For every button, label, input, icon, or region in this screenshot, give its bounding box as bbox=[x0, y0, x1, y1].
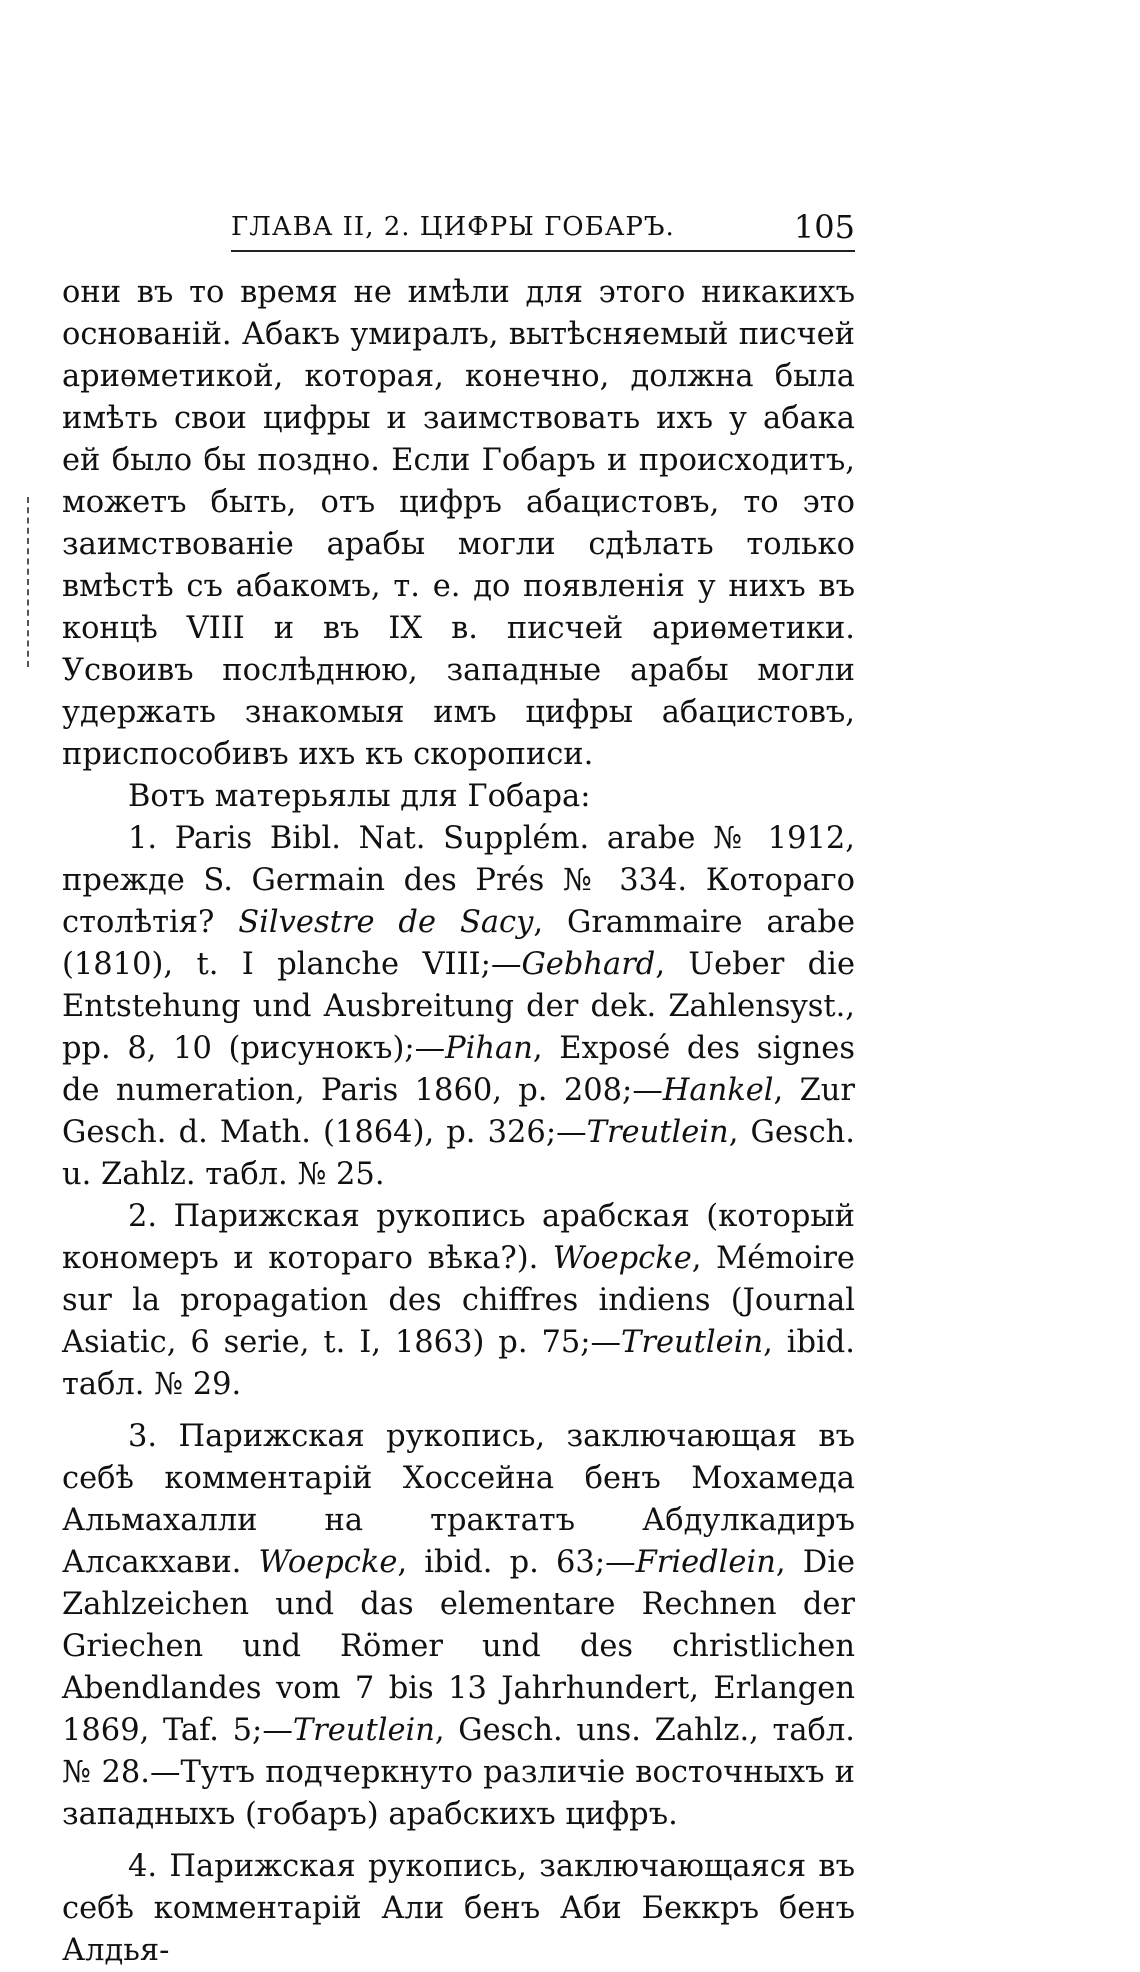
page-number: 105 bbox=[793, 208, 855, 246]
paragraph-continuation: они въ то время не имѣли для этого никакихъ основаній. Абакъ умиралъ, вытѣсняемый писчей ариѳметикой, которая, конечно, должна была имѣть свои цифры и заимствовать ихъ у абака ей было бы поздно. Если Гобаръ и происходитъ, можетъ быть, отъ цифръ абацистовъ, то это заимствованіе арабы могли сдѣлать только вмѣстѣ съ абакомъ, т. е. до появленія у нихъ въ концѣ VIII и въ IX в. писчей ариѳметики. Усвоивъ послѣднюю, западные арабы могли удержать знакомыя имъ цифры абацистовъ, приспособивъ ихъ къ скорописи. bbox=[62, 275, 855, 772]
dash: — bbox=[490, 947, 522, 982]
list-item-2 bbox=[62, 1196, 855, 1406]
author-name: Hankel bbox=[662, 1073, 774, 1108]
running-head bbox=[231, 208, 855, 248]
item-text: , ibid. p. 63; bbox=[397, 1545, 606, 1580]
item-text: 4. Парижская рукопись, заключающаяся въ себѣ комментарій Али бенъ Аби Беккръ бенъ Алдья- bbox=[62, 1849, 855, 1968]
dash: — bbox=[414, 1031, 446, 1066]
item-text: , Grammaire arabe (1810), t. I planche VIII; bbox=[62, 905, 855, 982]
dash: — bbox=[590, 1325, 622, 1360]
author-name: Woepcke bbox=[258, 1545, 398, 1580]
header-rule bbox=[231, 250, 855, 252]
paragraph-materials-intro: Вотъ матерьялы для Гобара: bbox=[128, 779, 591, 814]
item-text: , Gesch. u. Zahlz. табл. № 25. bbox=[62, 1115, 855, 1192]
author-name: Pihan bbox=[445, 1031, 533, 1066]
item-text: , Gesch. uns. Zahlz., табл. № 28. bbox=[62, 1713, 855, 1790]
item-text: 1. Paris Bibl. Nat. Supplém. arabe № 1912, прежде S. Germain des Prés № 334. Котораго столѣтія? bbox=[62, 821, 855, 940]
margin-mark bbox=[27, 497, 29, 667]
item-text: , Exposé des signes de numeration, Paris 1860, p. 208; bbox=[62, 1031, 855, 1108]
item-text: Тутъ подчеркнуто различіе восточныхъ и западныхъ (гобаръ) арабскихъ цифръ. bbox=[62, 1755, 856, 1832]
item-text: , ibid. табл. № 29. bbox=[62, 1325, 855, 1402]
dash: — bbox=[605, 1545, 636, 1580]
item-text: 3. Парижская рукопись, заключающая въ себѣ комментарій Хоссейна бенъ Мохамеда Альмахалли на трактатъ Абдулкадиръ Алсакхави. bbox=[62, 1419, 855, 1580]
author-name: Friedlein bbox=[635, 1545, 776, 1580]
item-text: 2. Парижская рукопись арабская (который кономеръ и котораго вѣка?). bbox=[62, 1199, 855, 1276]
item-text: , Zur Gesch. d. Math. (1864), p. 326; bbox=[62, 1073, 855, 1150]
dash: — bbox=[262, 1713, 293, 1748]
author-name: Gebhard bbox=[521, 947, 656, 982]
author-name: Silvestre de Sacy bbox=[238, 905, 534, 940]
list-item-4 bbox=[62, 1846, 855, 1972]
body-text bbox=[62, 272, 855, 1972]
item-text: , Mémoire sur la propagation des chiffres indiens (Journal Asiatic, 6 serie, t. I, 1863) p. 75; bbox=[62, 1241, 855, 1360]
list-item-1 bbox=[62, 818, 855, 1196]
list-item-3 bbox=[62, 1416, 855, 1836]
author-name: Woepcke bbox=[552, 1241, 692, 1276]
dash: — bbox=[632, 1073, 663, 1108]
chapter-title: ГЛАВА II, 2. ЦИФРЫ ГОБАРЪ. bbox=[231, 212, 675, 242]
author-name: Treutlein bbox=[586, 1115, 729, 1150]
author-name: Treutlein bbox=[292, 1713, 435, 1748]
item-text: , Die Zahlzeichen und das elementare Rechnen der Griechen und Römer und des christlichen Abendlandes vom 7 bis 13 Jahrhundert, Erlangen 1869, Taf. 5; bbox=[62, 1545, 855, 1748]
author-name: Treutlein bbox=[621, 1325, 764, 1360]
item-text: , Ueber die Entstehung und Ausbreitung der dek. Zahlensyst., pp. 8, 10 (рисунокъ); bbox=[62, 947, 855, 1066]
dash: — bbox=[556, 1115, 587, 1150]
dash: — bbox=[149, 1755, 181, 1790]
